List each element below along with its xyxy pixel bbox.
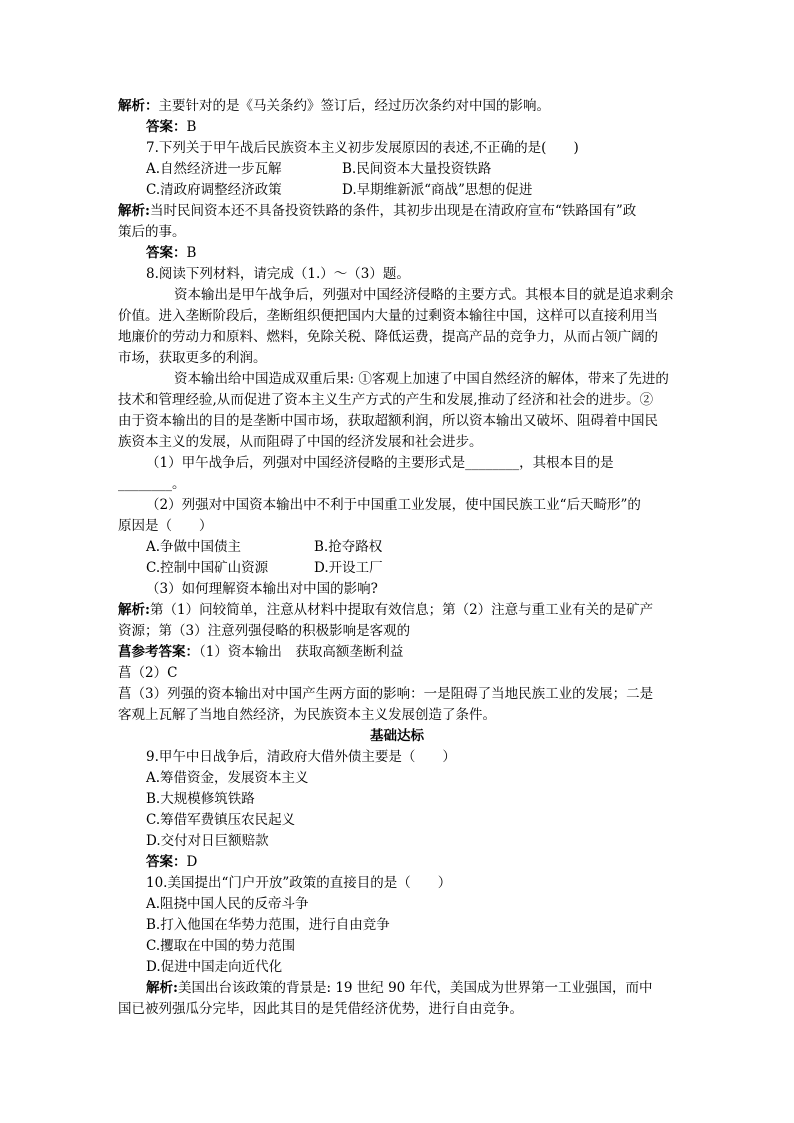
analysis-continued: 资源；第（3）注意列强侵略的积极影响是客观的 <box>118 623 411 639</box>
reference-answer-2: 菖（2）C <box>118 665 178 681</box>
answer-label: 答案： <box>146 245 187 261</box>
q9-option-d: D.交付对日巨额赔款 <box>146 833 269 849</box>
q10-option-a: A.阻挠中国人民的反帝斗争 <box>146 896 309 912</box>
analysis-text: 第（1）问较简单，注意从材料中提取有效信息；第（2）注意与重工业有关的是矿产 <box>149 602 654 618</box>
answer-value: B <box>186 119 197 135</box>
q9-option-c: C.筹借军费镇压农民起义 <box>146 812 296 828</box>
answer-line <box>146 117 196 137</box>
answer-line <box>146 243 196 263</box>
sq2-option-b: B.抢夺路权 <box>314 539 383 555</box>
material-paragraph-2: 由于资本输出的目的是垄断中国市场，获取超额利润，所以资本输出又破坏、阻碍着中国民 <box>118 413 658 429</box>
answer-value: B <box>186 245 197 261</box>
sq2-option-c: C.控制中国矿山资源 <box>146 560 269 576</box>
q10-option-c: C.攫取在中国的势力范围 <box>146 938 296 954</box>
q7-option-a: A.自然经济进一步瓦解 <box>146 161 282 177</box>
question-8: 8.阅读下列材料，请完成（1.）～（3）题。 <box>146 266 410 282</box>
answer-line <box>146 852 197 872</box>
q9-option-a: A.筹借资金，发展资本主义 <box>146 770 309 786</box>
reference-answer-line <box>118 642 403 662</box>
q7-option-b: B.民间资本大量投资铁路 <box>342 161 492 177</box>
answer-value: D <box>186 854 198 870</box>
reference-answer-label: 菖参考答案： <box>118 644 199 660</box>
sub-question-2: （2）列强对中国资本输出中不利于中国重工业发展，使中国民族工业“后天畸形”的 <box>146 497 641 513</box>
analysis-label: 解析: <box>118 203 150 219</box>
question-9: 9.甲午中日战争后，清政府大借外债主要是（ ） <box>146 749 456 765</box>
analysis-line <box>118 600 653 620</box>
analysis-text: 美国出台该政策的背景是: 19 世纪 90 年代，美国成为世界第一工业强国，而中 <box>177 980 653 996</box>
sub-question-1-blank: ________。 <box>118 476 186 492</box>
question-10: 10.美国提出“门户开放”政策的直接目的是（ ） <box>146 875 452 891</box>
material-paragraph-2: 技术和管理经验,从而促进了资本主义生产方式的产生和发展,推动了经济和社会的进步。② <box>118 392 654 408</box>
q9-option-b: B.大规模修筑铁路 <box>146 791 255 807</box>
analysis-label: 解析: <box>146 980 178 996</box>
q10-option-b: B.打入他国在华势力范围，进行自由竞争 <box>146 917 390 933</box>
material-paragraph-2: 资本输出给中国造成双重后果: ①客观上加速了中国自然经济的解体，带来了先进的 <box>174 371 669 387</box>
sub-question-3: （3）如何理解资本输出对中国的影响? <box>146 581 378 597</box>
question-7: 7.下列关于甲午战后民族资本主义初步发展原因的表述,不正确的是( ) <box>146 140 579 156</box>
analysis-continued: 策后的事。 <box>118 224 186 240</box>
material-paragraph-2: 族资本主义的发展，从而阻碍了中国的经济发展和社会进步。 <box>118 434 483 450</box>
material-paragraph-1: 资本输出是甲午战争后，列强对中国经济侵略的主要方式。其根本目的就是追求剩余 <box>174 287 674 303</box>
analysis-line <box>118 201 636 221</box>
reference-answer-text: （1）资本输出 获取高额垄断利益 <box>199 644 404 660</box>
analysis-text: 主要针对的是《马关条约》签订后，经过历次条约对中国的影响。 <box>158 98 550 114</box>
analysis-label: 解析: <box>118 602 150 618</box>
sub-question-2: 原因是（ ） <box>118 518 213 534</box>
q7-option-d: D.早期维新派“商战”思想的促进 <box>342 182 533 198</box>
section-title: 基础达标 <box>370 728 424 744</box>
analysis-line <box>118 96 550 116</box>
q7-option-c: C.清政府调整经济政策 <box>146 182 282 198</box>
sq2-option-d: D.开设工厂 <box>314 560 383 576</box>
material-paragraph-1: 市场，获取更多的利润。 <box>118 350 267 366</box>
sub-question-1: （1）甲午战争后，列强对中国经济侵略的主要形式是________，其根本目的是 <box>146 455 614 471</box>
answer-label: 答案： <box>146 854 187 870</box>
analysis-continued: 国已被列强瓜分完毕，因此其目的是凭借经济优势，进行自由竞争。 <box>118 1001 523 1017</box>
reference-answer-3: 菖（3）列强的资本输出对中国产生两方面的影响：一是阻碍了当地民族工业的发展；二是 <box>118 686 654 702</box>
reference-answer-3: 客观上瓦解了当地自然经济，为民族资本主义发展创造了条件。 <box>118 707 496 723</box>
material-paragraph-1: 地廉价的劳动力和原料、燃料，免除关税、降低运费，提高产品的竞争力，从而占领广阔的 <box>118 329 658 345</box>
material-paragraph-1: 价值。进入垄断阶段后，垄断组织便把国内大量的过剩资本输往中国，这样可以直接利用当 <box>118 308 658 324</box>
sq2-option-a: A.争做中国债主 <box>146 539 242 555</box>
answer-label: 答案： <box>146 119 187 135</box>
analysis-text: 当时民间资本还不具备投资铁路的条件，其初步出现是在清政府宣布“铁路国有”政 <box>149 203 637 219</box>
q10-option-d: D.促进中国走向近代化 <box>146 959 283 975</box>
analysis-line <box>146 978 653 998</box>
analysis-label: 解析： <box>118 98 159 114</box>
